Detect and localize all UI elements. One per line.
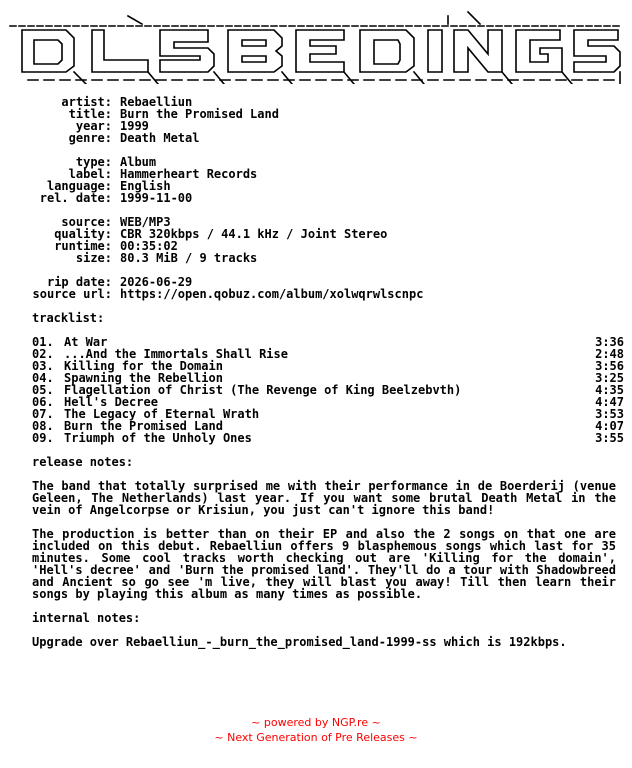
internal-notes-paragraph: Upgrade over Rebaelliun_-_burn_the_promised_land-1999-ss which is 192kbps.: [32, 635, 567, 649]
info-value: 1999: [120, 119, 149, 133]
source-value: WEB/MP3: [120, 215, 171, 229]
ascii-art-logo-icon: [8, 8, 624, 84]
track-title: At War: [64, 335, 108, 349]
track-number: 02.: [32, 347, 54, 361]
footer-powered-by: ~ powered by NGP.re ~: [251, 716, 381, 729]
internal-notes-heading: internal notes:: [32, 611, 141, 625]
track-title: Killing for the Domain: [64, 359, 223, 373]
info-value: Rebaelliun: [120, 95, 193, 109]
release-key: type:: [75, 155, 112, 169]
track-number: 07.: [32, 407, 54, 421]
release-key: language:: [46, 179, 112, 193]
track-row: [8, 432, 624, 444]
info-key: year:: [75, 119, 112, 133]
rip-key: source url:: [32, 287, 112, 301]
track-title: The Legacy of Eternal Wrath: [64, 407, 260, 421]
track-duration: 2:48: [595, 347, 624, 361]
track-title: Spawning the Rebellion: [64, 371, 223, 385]
ascii-art-logo: [8, 8, 624, 84]
track-duration: 4:07: [595, 419, 624, 433]
release-notes-paragraph-2: The production is better than on their EP and also the 2 songs on that one are included on this debut. Rebaelliun offers 9 blasphemous songs which last for 35 minutes. Some cool tracks worth checking out are 'Killing for the domain', 'Hell's decree' and 'Burn the promised land'. They'll do a tour with Shadowbreed and Ancient so go see 'm live, they will blast you away! Till then learn their songs by playing this album as many times as possible.: [32, 527, 616, 601]
track-number: 01.: [32, 335, 54, 349]
track-title: Flagellation of Christ (The Revenge of King Beelzebvth): [64, 383, 462, 397]
track-title: Burn the Promised Land: [64, 419, 223, 433]
release-row: [8, 192, 624, 204]
track-duration: 3:55: [595, 431, 624, 445]
release-value: English: [120, 179, 171, 193]
track-number: 05.: [32, 383, 54, 397]
rip-key: rip date:: [46, 275, 112, 289]
track-duration: 3:53: [595, 407, 624, 421]
info-value: Burn the Promised Land: [120, 107, 279, 121]
rip-value: 2026-06-29: [120, 275, 193, 289]
info-value: Death Metal: [120, 131, 200, 145]
rip-block: [8, 276, 624, 300]
nfo-document: [8, 8, 624, 648]
release-block: [8, 156, 624, 204]
track-number: 08.: [32, 419, 54, 433]
source-row: [8, 252, 624, 264]
release-key: rel. date:: [39, 191, 112, 205]
source-key: quality:: [54, 227, 112, 241]
track-number: 06.: [32, 395, 54, 409]
source-key: source:: [61, 215, 112, 229]
release-notes-paragraph-1: The band that totally surprised me with their performance in de Boerderij (venue Geleen, The Netherlands) last year. If you want some brutal Death Metal in the vein of Angelcorpse or Krisiun, you just can't ignore this band!: [32, 479, 616, 517]
source-value: 80.3 MiB / 9 tracks: [120, 251, 258, 265]
release-value: 1999-11-00: [120, 191, 193, 205]
track-duration: 4:47: [595, 395, 624, 409]
rip-row: [8, 288, 624, 300]
track-duration: 3:25: [595, 371, 624, 385]
source-value: CBR 320kbps / 44.1 kHz / Joint Stereo: [120, 227, 388, 241]
track-duration: 3:36: [595, 335, 624, 349]
track-number: 03.: [32, 359, 54, 373]
info-block: [8, 96, 624, 144]
release-key: label:: [68, 167, 112, 181]
footer-tagline: ~ Next Generation of Pre Releases ~: [214, 731, 418, 744]
release-value: Hammerheart Records: [120, 167, 258, 181]
track-title: Hell's Decree: [64, 395, 158, 409]
source-block: [8, 216, 624, 264]
release-notes-heading: release notes:: [32, 455, 134, 469]
source-key: runtime:: [54, 239, 112, 253]
track-duration: 3:56: [595, 359, 624, 373]
track-number: 09.: [32, 431, 54, 445]
release-value: Album: [120, 155, 157, 169]
info-key: genre:: [68, 131, 112, 145]
tracklist: [8, 336, 624, 444]
track-title: Triumph of the Unholy Ones: [64, 431, 252, 445]
info-key: title:: [68, 107, 112, 121]
track-title: ...And the Immortals Shall Rise: [64, 347, 288, 361]
source-value: 00:35:02: [120, 239, 178, 253]
tracklist-heading: tracklist:: [32, 311, 105, 325]
rip-value: https://open.qobuz.com/album/xolwqrwlscnpc: [120, 287, 424, 301]
source-key: size:: [75, 251, 112, 265]
track-number: 04.: [32, 371, 54, 385]
info-key: artist:: [61, 95, 112, 109]
info-row: [8, 132, 624, 144]
track-duration: 4:35: [595, 383, 624, 397]
